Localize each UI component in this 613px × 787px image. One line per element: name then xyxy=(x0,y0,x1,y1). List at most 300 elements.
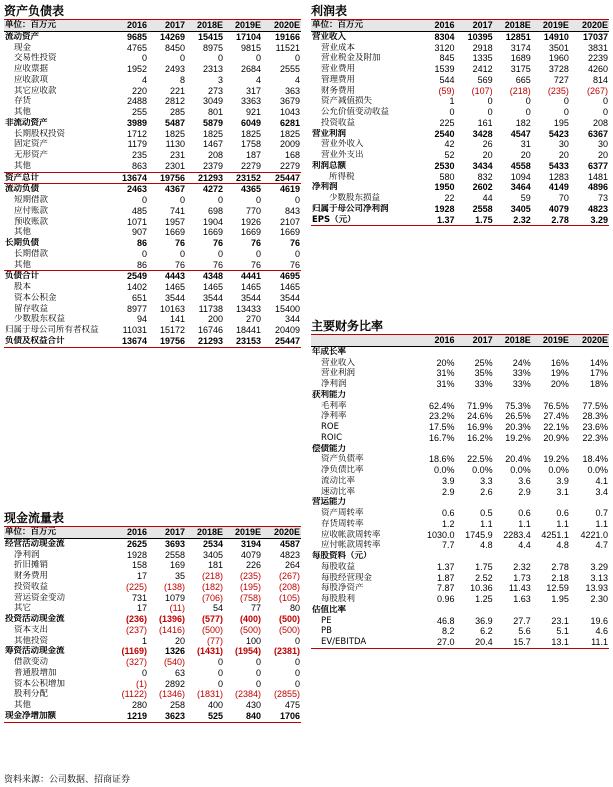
table-row xyxy=(311,43,609,54)
table-row xyxy=(311,379,609,390)
row-label: 速动比率 xyxy=(321,486,356,497)
cell-value: 843 xyxy=(284,205,300,216)
cell-value: 1.25 xyxy=(475,594,493,604)
cell-value: 4260 xyxy=(587,64,608,74)
row-label: 普通股增加 xyxy=(14,667,57,678)
cell-value: 0 xyxy=(602,96,608,107)
row-label: 股利分配 xyxy=(14,689,49,700)
cell-value xyxy=(570,444,609,455)
cell-value: 3544 xyxy=(240,292,261,303)
table-row xyxy=(311,519,609,530)
row-label: ROE xyxy=(321,422,339,432)
cell-value: 27.7 xyxy=(513,615,531,626)
cell-value: 17% xyxy=(589,368,608,379)
cell-value: 0 xyxy=(179,53,185,64)
cell-value: 13.1 xyxy=(532,637,570,648)
cell-value: (500) xyxy=(278,614,300,624)
table-row xyxy=(4,700,301,711)
cell-value: 1079 xyxy=(164,592,185,603)
cell-value: 3.29 xyxy=(590,561,608,572)
cell-value: 20.4% xyxy=(505,454,531,465)
cell-value: 3049 xyxy=(202,96,223,107)
cell-value: 0 xyxy=(525,96,531,107)
table-row xyxy=(4,271,301,282)
table-row xyxy=(4,711,301,722)
year-header: 2020E xyxy=(570,20,609,32)
cell-value: 2.32 xyxy=(513,561,531,572)
row-label: 存货周转率 xyxy=(321,518,364,529)
cell-value: 3405 xyxy=(510,203,531,214)
cell-value: 1335 xyxy=(472,53,493,64)
cell-value: 77.5% xyxy=(582,400,608,411)
cell-value: 0 xyxy=(217,248,223,259)
row-label: 营业税金及附加 xyxy=(321,53,381,64)
cell-value: 0 xyxy=(294,657,300,667)
cell-value: (500) xyxy=(239,624,261,635)
cell-value: 16.9% xyxy=(467,422,493,432)
cell-value: 169 xyxy=(169,560,185,571)
row-label: 资产总计 xyxy=(4,172,110,184)
cell-value: 0.0% xyxy=(548,465,569,475)
cell-value: 2283.4 xyxy=(503,529,531,540)
table-row xyxy=(311,107,609,118)
cell-value: 235 xyxy=(131,150,147,160)
cell-value: 8 xyxy=(179,74,185,85)
row-label: 资本公积增加 xyxy=(14,678,66,689)
year-header: 2019E xyxy=(224,20,262,32)
cell-value: 3.6 xyxy=(518,475,531,486)
cell-value: 1950 xyxy=(434,182,455,193)
row-label: 资产负债率 xyxy=(321,454,364,465)
table-row xyxy=(4,184,301,195)
cell-value: 23.2% xyxy=(428,411,455,422)
row-label: 应收帐款周转率 xyxy=(321,529,381,540)
cell-value: 3175 xyxy=(510,64,531,74)
cell-value: 801 xyxy=(207,107,223,117)
cell-value: 270 xyxy=(245,314,261,325)
cell-value: 1130 xyxy=(165,139,185,150)
cell-value: (706) xyxy=(201,592,223,603)
row-label: 净利润 xyxy=(14,549,40,560)
cell-value: (235) xyxy=(239,571,261,581)
cell-value: 1465 xyxy=(202,282,223,292)
row-label: 负债合计 xyxy=(4,271,110,282)
cell-value xyxy=(532,605,570,616)
cell-value: (11) xyxy=(169,603,185,614)
table-row xyxy=(311,96,609,107)
table-row xyxy=(311,583,609,594)
cell-value: (327) xyxy=(125,657,147,667)
table-row xyxy=(311,530,609,541)
unit-label xyxy=(311,335,417,347)
cell-value: 840 xyxy=(224,711,262,722)
cell-value: 4079 xyxy=(548,203,569,214)
cell-value: 25% xyxy=(474,357,493,368)
cell-value: (1169) xyxy=(121,646,147,657)
table-row xyxy=(4,227,301,238)
cell-value: 4.6 xyxy=(595,626,608,637)
row-label: 预收账款 xyxy=(14,216,49,227)
cell-value: 20 xyxy=(597,150,608,160)
cell-value: 10163 xyxy=(159,303,185,314)
cell-value: 2107 xyxy=(279,216,300,227)
table-row xyxy=(4,325,301,336)
row-label: EPS（元） xyxy=(311,215,417,226)
row-label: 公允价值变动收益 xyxy=(321,107,390,117)
cell-value: 0 xyxy=(602,107,608,117)
cell-value: 187 xyxy=(245,150,261,160)
cell-value: 19166 xyxy=(274,31,300,42)
table-row xyxy=(4,129,301,140)
table-header-row xyxy=(311,335,609,347)
cell-value: 168 xyxy=(284,150,300,160)
table-row xyxy=(311,573,609,584)
cell-value: 3.9 xyxy=(556,475,569,486)
cell-value: 4765 xyxy=(126,42,147,53)
table-row xyxy=(311,204,609,215)
cell-value xyxy=(455,497,493,508)
cell-value: 814 xyxy=(592,74,608,85)
cash-flow-panel xyxy=(4,510,301,723)
row-label: 少数股东权益 xyxy=(14,314,66,325)
cell-value: 2.52 xyxy=(475,572,493,583)
cell-value: 94 xyxy=(136,314,147,325)
ratios-title: 主要财务比率 xyxy=(311,319,384,333)
cell-value: 19.2% xyxy=(505,432,531,443)
cell-value: 0 xyxy=(563,96,569,107)
row-label: 无形资产 xyxy=(14,150,49,160)
cell-value: 27.0 xyxy=(417,637,455,648)
cell-value: 6377 xyxy=(587,160,608,171)
cell-value: 16% xyxy=(550,357,569,368)
cell-value: (500) xyxy=(278,624,300,635)
cell-value: 1402 xyxy=(126,282,147,292)
cell-value: 1 xyxy=(141,635,147,646)
cell-value: 485 xyxy=(131,205,147,216)
table-row xyxy=(4,107,301,118)
cell-value: 6049 xyxy=(240,117,261,128)
table-row xyxy=(4,195,301,206)
cell-value: 76 xyxy=(174,238,185,248)
row-label: 非流动资产 xyxy=(5,117,48,128)
cell-value: 3.1 xyxy=(556,486,569,497)
cell-value: 273 xyxy=(207,85,223,96)
cell-value: (1416) xyxy=(158,624,185,635)
cell-value: 21293 xyxy=(186,172,224,184)
table-row xyxy=(311,75,609,86)
table-row xyxy=(311,433,609,444)
cell-value: 430 xyxy=(245,700,261,710)
row-label: 应付账款 xyxy=(14,205,49,216)
row-label: 每股收益 xyxy=(321,561,356,572)
table-row xyxy=(311,551,609,562)
cell-value: (237) xyxy=(125,624,147,635)
year-header: 2020E xyxy=(262,527,301,539)
cell-value: 141 xyxy=(169,314,185,325)
table-header-row xyxy=(311,20,609,32)
cell-value: 11521 xyxy=(275,42,300,53)
table-row xyxy=(4,86,301,97)
table-row xyxy=(311,390,609,401)
year-header: 2020E xyxy=(262,20,301,32)
cell-value: 21293 xyxy=(186,336,224,347)
income-statement-panel xyxy=(311,3,609,226)
row-label: 资产周转率 xyxy=(321,508,364,518)
cell-value: 46.8 xyxy=(436,615,455,626)
table-row xyxy=(311,172,609,183)
row-label: 投资收益 xyxy=(321,117,356,128)
cell-value: 20.3% xyxy=(505,422,531,432)
cell-value: 5.1 xyxy=(556,626,569,637)
cell-value: 4 xyxy=(141,74,147,85)
year-header: 2020E xyxy=(570,335,609,347)
cell-value: (2381) xyxy=(273,646,300,657)
cell-value: (758) xyxy=(239,592,261,603)
table-row xyxy=(4,571,301,582)
cell-value: 1669 xyxy=(202,227,223,238)
ratios-panel xyxy=(311,318,609,649)
table-row xyxy=(311,358,609,369)
row-label: 归属于母公司所有者权益 xyxy=(5,325,99,335)
cell-value: (236) xyxy=(125,614,147,624)
cell-value: 3120 xyxy=(434,42,455,53)
cell-value: 4587 xyxy=(279,538,300,549)
cell-value: 1179 xyxy=(127,139,147,150)
table-row xyxy=(4,593,301,604)
cell-value xyxy=(455,346,493,357)
cell-value: 0 xyxy=(141,248,147,259)
cell-value: 0.0% xyxy=(472,465,493,475)
year-header: 2016 xyxy=(110,527,148,539)
row-label: 营运能力 xyxy=(312,497,347,508)
cell-value xyxy=(494,444,532,455)
cell-value: 0 xyxy=(255,53,261,64)
cell-value: 20 xyxy=(520,150,531,160)
cell-value: (105) xyxy=(278,592,300,603)
table-row xyxy=(311,368,609,379)
cash-flow-table xyxy=(4,526,301,723)
table-row xyxy=(4,75,301,86)
table-row xyxy=(4,646,301,657)
cell-value: 4 xyxy=(294,74,300,85)
cell-value: 2488 xyxy=(126,96,147,107)
cell-value: 8304 xyxy=(434,31,455,42)
cell-value: 35 xyxy=(174,571,185,581)
row-label: 筹资活动现金流 xyxy=(5,646,65,657)
row-label: 财务费用 xyxy=(321,85,356,96)
cell-value: 182 xyxy=(515,117,531,128)
cell-value: 0 xyxy=(141,53,147,64)
cell-value: 1.1 xyxy=(480,518,493,529)
cell-value: 3.29 xyxy=(570,215,609,226)
cell-value: 0 xyxy=(217,667,223,678)
table-row xyxy=(4,282,301,293)
table-row xyxy=(4,668,301,679)
cell-value xyxy=(494,346,532,357)
cell-value: 26.5% xyxy=(505,411,531,422)
cell-value: 1.75 xyxy=(455,215,493,226)
cell-value: 3.9 xyxy=(441,475,455,486)
cell-value: 33% xyxy=(512,379,531,389)
cell-value: 0 xyxy=(179,195,185,205)
cell-value: 4823 xyxy=(587,203,608,214)
cell-value: 1825 xyxy=(240,128,261,139)
cell-value: 1669 xyxy=(164,227,185,238)
table-row xyxy=(4,53,301,64)
table-row xyxy=(311,487,609,498)
cell-value: (1396) xyxy=(158,614,185,624)
cell-value: 1960 xyxy=(548,53,569,64)
table-row xyxy=(4,139,301,150)
cell-value: 0 xyxy=(255,657,261,667)
table-row xyxy=(4,249,301,260)
cell-value: 0.96 xyxy=(436,594,455,604)
cell-value: 70 xyxy=(558,193,569,203)
row-label: 流动负债 xyxy=(4,184,110,195)
row-label: 财务费用 xyxy=(14,571,49,581)
cell-value: 264 xyxy=(284,560,300,571)
cell-value: 3544 xyxy=(164,292,185,303)
row-label: 交易性投资 xyxy=(14,53,57,64)
table-header-row xyxy=(4,527,301,539)
row-label: 净利润 xyxy=(321,379,347,389)
cell-value: 76 xyxy=(289,259,300,270)
cell-value: 4558 xyxy=(510,160,531,171)
cell-value: 19756 xyxy=(148,172,186,184)
cell-value: 86 xyxy=(136,259,147,270)
cell-value: 2558 xyxy=(472,203,493,214)
cell-value: 317 xyxy=(245,85,261,96)
cell-value: 1.87 xyxy=(436,572,455,583)
cell-value: 18.4% xyxy=(582,454,608,465)
cell-value xyxy=(417,390,455,401)
cell-value: 727 xyxy=(553,74,569,85)
year-header: 2018E xyxy=(494,20,532,32)
year-header: 2016 xyxy=(417,20,455,32)
cell-value: 2.9 xyxy=(518,486,531,497)
cell-value: (138) xyxy=(163,581,185,592)
row-label: 其它应收款 xyxy=(14,85,57,96)
cell-value: 11738 xyxy=(198,303,223,314)
cell-value: 2301 xyxy=(164,160,185,171)
unit-label: 单位：百万元 xyxy=(4,527,110,539)
table-row xyxy=(4,43,301,54)
cell-value: (1431) xyxy=(196,646,223,657)
cell-value: 75.3% xyxy=(505,400,531,411)
cell-value: 907 xyxy=(131,227,147,238)
cell-value: 4619 xyxy=(262,184,301,195)
cell-value: 11031 xyxy=(122,325,147,335)
cell-value: 1758 xyxy=(240,139,261,150)
cell-value: 2549 xyxy=(110,271,148,282)
row-label: 每股经营现金 xyxy=(321,572,373,583)
cell-value xyxy=(532,346,570,357)
cell-value: 18% xyxy=(589,379,608,389)
cell-value: 4896 xyxy=(587,182,608,193)
cell-value: 2009 xyxy=(279,139,300,150)
cell-value: 651 xyxy=(131,292,147,303)
table-row xyxy=(311,454,609,465)
cell-value: 1326 xyxy=(164,646,185,657)
table-row xyxy=(4,118,301,129)
cell-value xyxy=(494,497,532,508)
cell-value: 3544 xyxy=(202,292,223,303)
cell-value: 62.4% xyxy=(428,400,455,411)
row-label: 投资活动现金流 xyxy=(5,614,65,624)
row-label: 长期负债 xyxy=(5,238,40,248)
cell-value: 220 xyxy=(131,85,147,96)
cell-value: 0 xyxy=(563,107,569,117)
cell-value: 2555 xyxy=(279,64,300,74)
cell-value: 1825 xyxy=(164,128,185,139)
cell-value: 2812 xyxy=(164,96,185,107)
cell-value: 0 xyxy=(217,678,223,689)
cell-value: 19% xyxy=(550,368,569,379)
cell-value: 76 xyxy=(174,259,185,270)
cell-value: 8975 xyxy=(202,42,223,53)
cell-value: 0 xyxy=(255,667,261,678)
cell-value: 4441 xyxy=(224,271,262,282)
cell-value xyxy=(455,605,493,616)
cell-value: (218) xyxy=(201,571,223,581)
cell-value: 1467 xyxy=(202,139,223,150)
cell-value: 1219 xyxy=(110,711,148,722)
cell-value xyxy=(417,444,455,455)
cell-value: 76 xyxy=(250,259,261,270)
table-row xyxy=(311,64,609,75)
cell-value: 2313 xyxy=(202,64,223,74)
cell-value: (540) xyxy=(163,657,185,667)
cell-value: 2.18 xyxy=(551,572,569,583)
cell-value: 1.75 xyxy=(475,561,493,572)
cell-value: 0 xyxy=(217,657,223,667)
cell-value: 0 xyxy=(487,107,493,117)
row-label: 营业成本 xyxy=(321,42,356,53)
cell-value: 400 xyxy=(207,700,223,710)
cell-value xyxy=(417,551,455,562)
cell-value: 1825 xyxy=(202,128,223,139)
cell-value: 2.6 xyxy=(480,486,493,497)
cell-value: 741 xyxy=(169,205,185,216)
cell-value: 2279 xyxy=(279,160,300,171)
cell-value: 73 xyxy=(597,193,608,203)
table-row xyxy=(311,422,609,433)
cell-value xyxy=(494,605,532,616)
cell-value: 24.6% xyxy=(467,411,493,422)
cell-value: 44 xyxy=(482,193,493,203)
row-label: 应收票据 xyxy=(14,64,49,74)
cell-value: 1926 xyxy=(240,216,261,227)
cell-value: 23.6% xyxy=(582,422,608,432)
cell-value: 20409 xyxy=(274,325,300,335)
table-row xyxy=(311,411,609,422)
cell-value: 2279 xyxy=(240,160,261,171)
cell-value: 2.78 xyxy=(532,215,570,226)
cell-value: 1928 xyxy=(126,549,147,560)
cell-value: (267) xyxy=(278,571,300,581)
cell-value: 27.4% xyxy=(543,411,569,422)
cell-value xyxy=(417,605,455,616)
cell-value: 22.5% xyxy=(467,454,493,465)
cell-value: 580 xyxy=(439,171,455,182)
cell-value: 76 xyxy=(212,259,223,270)
cell-value: 17 xyxy=(136,571,147,581)
cell-value: 3194 xyxy=(240,538,261,549)
table-row xyxy=(4,150,301,161)
cell-value: 1 xyxy=(449,96,455,107)
table-row xyxy=(311,497,609,508)
row-label: 折旧摊销 xyxy=(14,560,49,571)
